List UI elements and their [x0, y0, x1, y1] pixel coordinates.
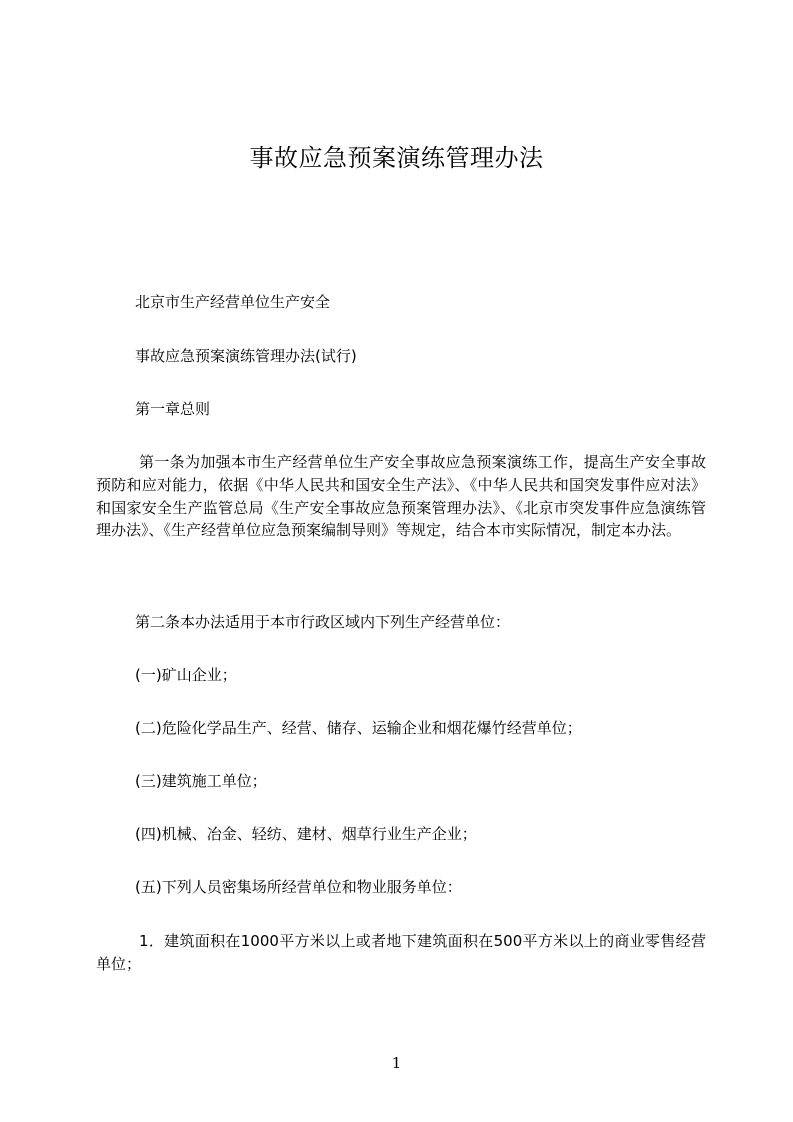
page-number: 1	[391, 1054, 402, 1072]
list-item-4: (四)机械、冶金、轻纺、建材、烟草行业生产企业；	[135, 825, 477, 843]
subtitle-line-1: 北京市生产经营单位生产安全	[135, 293, 331, 311]
list-item-2: (二)危险化学品生产、经营、储存、运输企业和烟花爆竹经营单位；	[135, 719, 582, 737]
sub-item-1-paragraph: 1．建筑面积在1000平方米以上或者地下建筑面积在500平方米以上的商业零售经营单位；	[96, 932, 706, 973]
list-item-3: (三)建筑施工单位；	[135, 772, 267, 790]
list-item-5: (五)下列人员密集场所经营单位和物业服务单位：	[135, 878, 462, 896]
subtitle-line-2: 事故应急预案演练管理办法(试行)	[135, 347, 357, 365]
article-1-paragraph: 第一条为加强本市生产经营单位生产安全事故应急预案演练工作，提高生产安全事故预防和应对能力，依据《中华人民共和国安全生产法》、《中华人民共和国突发事件应对法》和国家安全生产监管总局《生产安全事故应急预案管理办法》、《北京市突发事件应急演练管理办法》、《生产经营单位应急预案编制导则》等规定，结合本市实际情况，制定本办法。	[96, 453, 706, 540]
list-item-1: (一)矿山企业；	[135, 666, 237, 684]
article-2-paragraph: 第二条本办法适用于本市行政区域内下列生产经营单位：	[135, 613, 511, 631]
document-title: 事故应急预案演练管理办法	[249, 144, 544, 172]
chapter-heading: 第一章总则	[135, 400, 211, 418]
